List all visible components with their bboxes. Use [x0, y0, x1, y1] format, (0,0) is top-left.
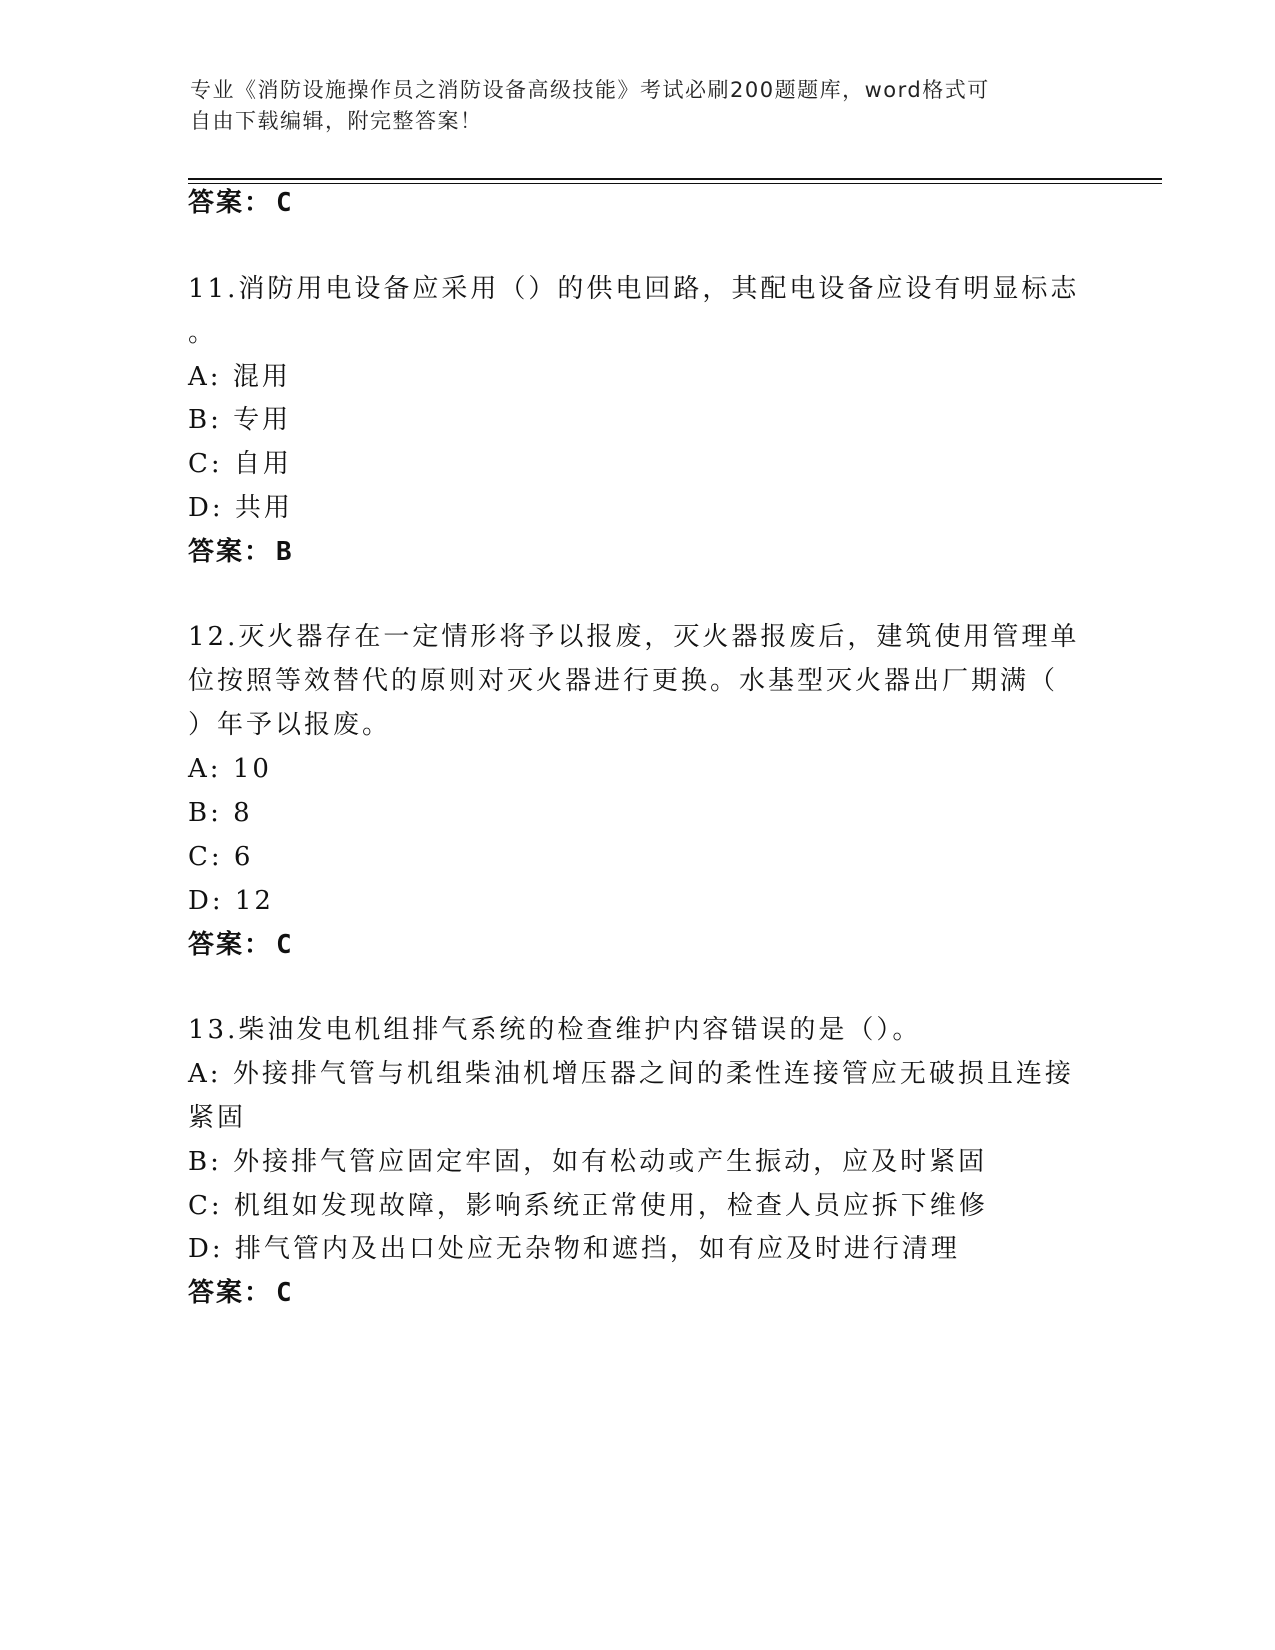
- answer-prefix: 答案：: [188, 537, 273, 567]
- option-label: D:: [188, 493, 224, 523]
- option-label: C:: [188, 449, 223, 479]
- answer-value: C: [276, 1278, 294, 1308]
- question-13-option-d: [188, 1232, 960, 1266]
- option-text: 混用: [232, 362, 291, 392]
- option-text: 6: [233, 842, 254, 872]
- question-12-stem-line-2: 位按照等效替代的原则对灭火器进行更换。水基型灭火器出厂期满（: [188, 666, 1059, 696]
- option-label: A:: [188, 1059, 222, 1089]
- question-number: 13.: [188, 1015, 239, 1045]
- answer-prefix: 答案：: [188, 930, 273, 960]
- header-rule-thin: [188, 183, 1162, 184]
- answer-value: C: [276, 188, 294, 218]
- option-label: A:: [188, 362, 222, 392]
- option-text: 机组如发现故障，影响系统正常使用，检查人员应拆下维修: [233, 1191, 988, 1221]
- option-label: B:: [188, 1147, 222, 1177]
- question-13-option-a: [188, 1057, 1074, 1091]
- option-text: 专用: [233, 405, 292, 435]
- option-text: 12: [234, 886, 274, 916]
- question-number: 11.: [188, 274, 239, 304]
- question-13-answer: [188, 1276, 294, 1310]
- option-text: 排气管内及出口处应无杂物和遮挡，如有应及时进行清理: [234, 1234, 960, 1264]
- question-stem: 消防用电设备应采用（）的供电回路，其配电设备应设有明显标志: [238, 274, 1080, 304]
- option-label: D:: [188, 1234, 224, 1264]
- option-label: A:: [188, 754, 222, 784]
- answer-prefix: 答案：: [188, 188, 273, 218]
- question-11-stem-line-2: 。: [188, 318, 218, 348]
- header-title-line-1: 专业《消防设施操作员之消防设备高级技能》考试必刷200题题库，word格式可: [190, 78, 990, 102]
- question-13-option-b: [188, 1145, 987, 1179]
- document-header: [190, 75, 1070, 137]
- option-text: 自用: [233, 449, 292, 479]
- question-stem: 灭火器存在一定情形将予以报废，灭火器报废后，建筑使用管理单: [238, 622, 1080, 652]
- question-11-option-c: [188, 447, 292, 481]
- header-title-line-2: 自由下载编辑，附完整答案！: [190, 109, 483, 133]
- question-13-option-c: [188, 1189, 988, 1223]
- prev-answer: [188, 186, 294, 220]
- question-12-option-d: [188, 884, 274, 918]
- option-label: D:: [188, 886, 224, 916]
- question-13-option-a-continuation: 紧固: [188, 1103, 247, 1133]
- answer-value: B: [276, 537, 294, 567]
- question-11-answer: [188, 535, 294, 569]
- option-label: C:: [188, 1191, 223, 1221]
- option-text: 共用: [234, 493, 293, 523]
- question-12-option-a: [188, 752, 272, 786]
- question-11-option-a: [188, 360, 291, 394]
- header-rule-thick: [188, 178, 1162, 180]
- question-number: 12.: [188, 622, 239, 652]
- question-11-stem-line-1: [188, 272, 1079, 306]
- option-label: B:: [188, 798, 222, 828]
- option-text: 8: [233, 798, 253, 828]
- question-13-stem-line-1: [188, 1013, 921, 1047]
- option-label: C:: [188, 842, 223, 872]
- question-12-stem-line-1: [188, 620, 1079, 654]
- question-11-option-d: [188, 491, 293, 525]
- question-11-option-b: [188, 403, 291, 437]
- question-12-option-b: [188, 796, 253, 830]
- question-12-option-c: [188, 840, 253, 874]
- answer-prefix: 答案：: [188, 1278, 273, 1308]
- option-label: B:: [188, 405, 222, 435]
- option-text: 外接排气管与机组柴油机增压器之间的柔性连接管应无破损且连接: [232, 1059, 1074, 1089]
- answer-value: C: [276, 930, 294, 960]
- option-text: 10: [232, 754, 272, 784]
- option-text: 外接排气管应固定牢固，如有松动或产生振动，应及时紧固: [233, 1147, 988, 1177]
- question-stem: 柴油发电机组排气系统的检查维护内容错误的是（）。: [238, 1015, 922, 1045]
- question-12-stem-line-3: ）年予以报废。: [188, 710, 392, 740]
- question-12-answer: [188, 928, 294, 962]
